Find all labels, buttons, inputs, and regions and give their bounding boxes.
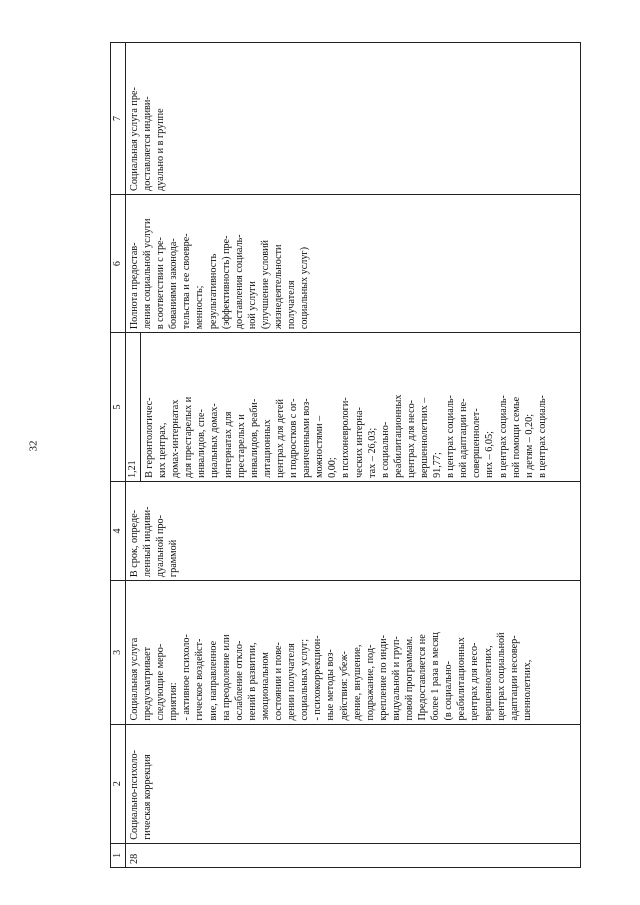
quality-indicators: Полнота предостав- ления социальной услуги в соответствии с тре- бованиями законода- тельства и ее своевре- менность; результативность (эффективность) пре- доставления социаль- ной услуги (улучшение условий жизнедеятельности получателя социальных услуг) (126, 194, 581, 332)
row-number: 28 (126, 843, 581, 867)
service-name: Социально-психоло- гическая коррекция (126, 724, 581, 843)
tariff-details: В геронтологичес- ких центрах, домах-интернатах для престарелых и инвалидов, спе- циальных домах- интернатах для престарелых и инвалидов, реаби- литационных центрах для детей и подростков с ог- раниченными воз- можностями – 0,00; в психоневрологи- ческих интерна- тах – 26,03; в социально- реабилитационных центрах для несо- вершеннолетних – 91,77; в центрах социаль- ной адаптации не- совершеннолет- них – 6,05; в центрах социаль- ной помощи семье и детям – 0,20; в центрах социаль- (144, 394, 548, 478)
table-header-row (111, 43, 126, 868)
header-col-1: 1 (111, 843, 126, 867)
provision-conditions: Социальная услуга пре- доставляется индиви- дуально и в группе (126, 43, 581, 195)
services-table (110, 42, 581, 868)
header-col-5: 5 (111, 333, 126, 482)
table-row (126, 43, 581, 868)
header-col-3: 3 (111, 581, 126, 724)
header-col-7: 7 (111, 43, 126, 195)
header-col-6: 6 (111, 194, 126, 332)
service-term: В срок, опреде- ленный индиви- дуальной про- граммой (126, 481, 581, 580)
service-content: Социальная услуга предусматривает следующие меро- приятия: - активное психоло- гическое воздейст- вие, направленное на преодоление или ослабление откло- нений в развитии, эмоциональном состоянии и пове- дении получателя социальных услуг; - психокоррекцион- ные методы воз- действия: убеж- дение, внушение, подражание, под- крепление по инди- видуальной и груп- повой программам. Предоставляется не более 1 раза в месяц (в социально- реабилитационных центрах для несо- вершеннолетних, центрах социальной адаптации несовер- шеннолетних, (126, 581, 581, 724)
tariff-cell (126, 333, 581, 482)
rotated-page-content (110, 42, 580, 868)
tariff-top-value: 1,21 (126, 333, 141, 481)
page-number: 32 (27, 440, 40, 452)
header-col-4: 4 (111, 481, 126, 580)
header-col-2: 2 (111, 724, 126, 843)
